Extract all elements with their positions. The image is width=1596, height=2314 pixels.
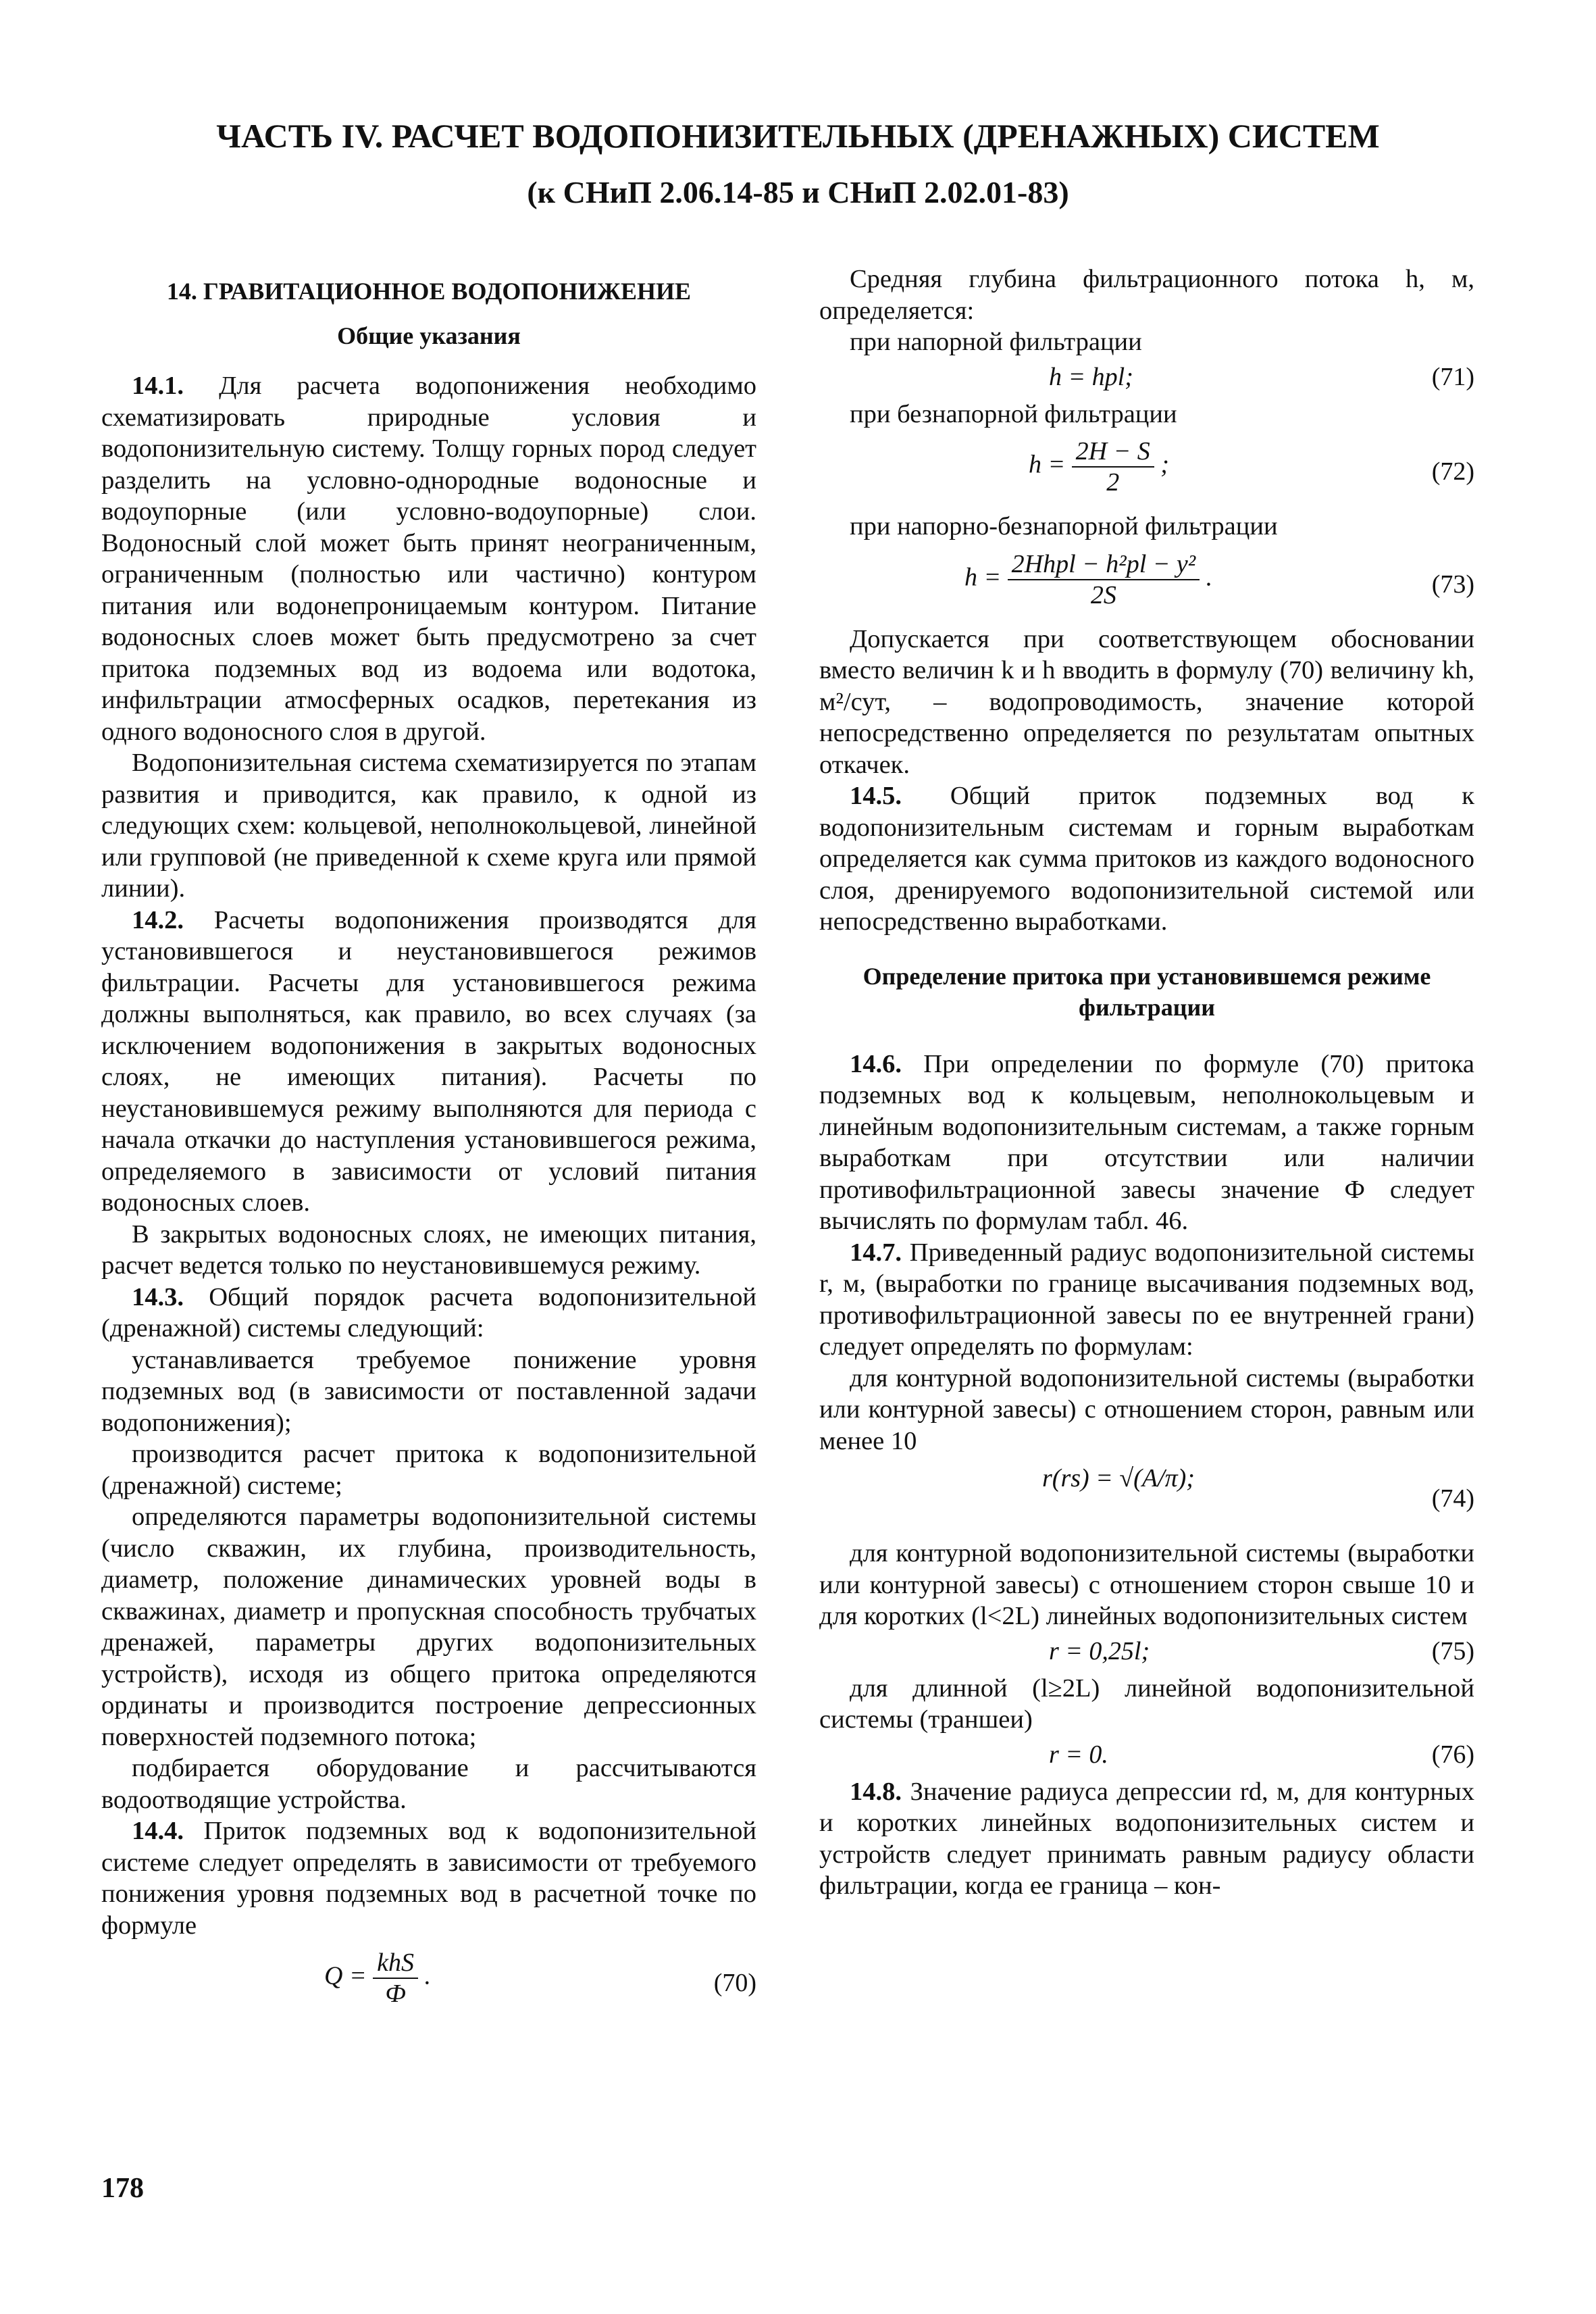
paragraph-14-5 (819, 780, 1474, 938)
formula-tail: . (1206, 563, 1213, 592)
fraction-denominator: Ф (385, 1980, 406, 2008)
part-subtitle: (к СНиП 2.06.14-85 и СНиП 2.02.01-83) (527, 175, 1069, 209)
list-item: производится расчет притока к водопонизительной (дренажной) системе; (101, 1440, 756, 1500)
fraction-numerator: 2Hhpl − h²pl − y² (1008, 549, 1200, 580)
paragraph-14-6 (819, 1049, 1474, 1237)
paragraph-text: Для расчета водопонижения необходимо схематизировать природные условия и водопонизительную систему. Толщу горных пород следует разделить на условно-однородные водоносные и водоупорные (или условно-водоупорные) слои. Водоносный слой может быть принят неограниченным, ограниченным (полностью или частично) контуром питания или водонепроницаемым контуром. Питание водоносных слоев может быть предусмотрено за счет притока подземных вод из водоема или водотока, инфильтрации атмосферных осадков, перетекания из одного водоносного слоя в другой. (101, 372, 756, 746)
clause-number: 14.1. (132, 372, 184, 400)
formula-number: (71) (1431, 362, 1474, 391)
paragraph: для контурной водопонизительной системы (выработки или контурной завесы) с отношением сторон, равным или менее 10 (819, 1363, 1474, 1455)
section-title: 14. ГРАВИТАЦИОННОЕ ВОДОПОНИЖЕНИЕ (166, 278, 692, 305)
paragraph: Допускается при соответствующем обосновании вместо величин k и h вводить в формулу (70) величину kh, м²/сут, – водопроводимость, значение которой непосредственно определяется по результатам опытных откачек. (819, 624, 1474, 779)
formula-tail: . (424, 1961, 431, 1990)
formula-lhs: Q = (324, 1961, 367, 1990)
list-item: устанавливается требуемое понижение уровня подземных вод (в зависимости от поставленной задачи водопонижения); (101, 1345, 756, 1437)
formula-number: (70) (713, 1969, 756, 1997)
paragraph-14-4 (101, 1815, 756, 1941)
list-item: подбирается оборудование и рассчитываются водоотводящие устройства. (101, 1754, 756, 1814)
part-title: ЧАСТЬ IV. РАСЧЕТ ВОДОПОНИЗИТЕЛЬНЫХ (ДРЕНАЖНЫХ) СИСТЕМ (216, 117, 1380, 155)
fraction (1072, 436, 1154, 497)
fraction-numerator: 2H − S (1072, 436, 1154, 468)
formula-number: (75) (1431, 1636, 1474, 1665)
paragraph-14-3 (101, 1282, 756, 1344)
fraction-denominator: 2S (1090, 580, 1116, 609)
clause-number: 14.3. (132, 1282, 184, 1311)
clause-number: 14.5. (850, 782, 902, 810)
clause-number: 14.6. (850, 1049, 902, 1078)
page-number: 178 (101, 2173, 144, 2204)
paragraph: при безнапорной фильтрации (850, 399, 1177, 428)
paragraph-14-1 (101, 370, 756, 747)
subsection-title: Определение притока при установившемся режиме фильтрации (863, 962, 1431, 1021)
formula-body: r(rs) = √(A/π); (1042, 1464, 1195, 1492)
subsection-title: Общие указания (337, 322, 521, 349)
paragraph: для контурной водопонизительной системы (выработки или контурной завесы) с отношением сторон свыше 10 и для коротких (l<2L) линейных водопонизительных систем (819, 1539, 1474, 1630)
paragraph-text: Значение радиуса депрессии rd, м, для контурных и коротких линейных водопонизительных систем и устройств следует принимать равным радиусу области фильтрации, когда ее граница – кон- (819, 1777, 1475, 1900)
formula-71 (819, 358, 1474, 399)
paragraph-text: Приведенный радиус водопонизительной системы r, м, (выработки по границе высачивания подземных вод, противофильтрационной завесы по ее внутренней грани) следует определять по формулам: (819, 1238, 1474, 1361)
paragraph-text: Общий порядок расчета водопонизительной (дренажной) системы следующий: (101, 1282, 756, 1342)
fraction (1008, 549, 1200, 610)
paragraph: Водопонизительная система схематизируется по этапам развития и приводится, как правило, к одной из следующих схем: кольцевой, неполнокольцевой, линейной или групповой (не приведенной к схеме круга или прямой линии). (101, 749, 756, 903)
formula-70 (101, 1941, 756, 2022)
paragraph-text: При определении по формуле (70) притока подземных вод к кольцевым, неполнокольцевым и линейным водопонизительным системам, а также горным выработкам при отсутствии или наличии противофильтрационной завесы значение Ф следует вычислять по формулам табл. 46. (819, 1049, 1474, 1235)
paragraph-text: Расчеты водопонижения производятся для установившегося и неустановившегося режимов фильтрации. Расчеты для установившегося режима должны выполняться, как правило, во всех случаях (за исключением водопонижения в закрытых водоносных слоях, не имеющих питания). Расчеты по неустановившемуся режиму выполняются для периода с начала откачки до наступления установившегося режима, определяемого в зависимости от условий питания водоносных слоев. (101, 905, 756, 1217)
fraction-numerator: khS (373, 1948, 418, 1979)
list-item: определяются параметры водопонизительной системы (число скважин, их глубина, производительность, диаметр, положение динамических уровней воды в скважинах, диаметр и пропускная способность трубчатых дренажей, параметры других водопонизительных устройств), исходя из общего притока определяются ординаты и производится построение депрессионных поверхностей подземного потока; (101, 1503, 756, 1751)
formula-72 (819, 430, 1474, 511)
formula-tail: ; (1160, 450, 1169, 479)
paragraph-14-2 (101, 905, 756, 1219)
formula-74 (819, 1457, 1474, 1538)
clause-number: 14.4. (132, 1817, 184, 1845)
paragraph-text: Общий приток подземных вод к водопонизительным системам и горным выработкам определяется как сумма притоков из каждого водоносного слоя, дренируемого водопонизительной системой или непосредственно выработками. (819, 782, 1475, 936)
formula-body: r = 0,25l; (1049, 1636, 1150, 1665)
paragraph: при напорно-безнапорной фильтрации (850, 512, 1278, 540)
paragraph-14-7 (819, 1237, 1474, 1363)
formula-body: h = hpl; (1049, 362, 1133, 391)
clause-number: 14.8. (850, 1777, 902, 1806)
formula-73 (819, 543, 1474, 624)
paragraph-text: Приток подземных вод к водопонизительной системе следует определять в зависимости от требуемого понижения уровня подземных вод в расчетной точке по формуле (101, 1817, 757, 1940)
fraction-denominator: 2 (1106, 468, 1120, 497)
formula-75 (819, 1632, 1474, 1673)
formula-number: (74) (1431, 1484, 1474, 1513)
right-column (819, 263, 1474, 1902)
formula-76 (819, 1736, 1474, 1776)
paragraph: Средняя глубина фильтрационного потока h, м, определяется: (819, 265, 1474, 325)
left-column (101, 263, 756, 2022)
formula-number: (76) (1431, 1740, 1474, 1769)
paragraph: для длинной (l≥2L) линейной водопонизительной системы (траншеи) (819, 1674, 1474, 1734)
formula-lhs: h = (964, 563, 1002, 592)
formula-number: (73) (1431, 570, 1474, 599)
clause-number: 14.7. (850, 1238, 902, 1267)
formula-body: r = 0. (1049, 1740, 1108, 1769)
formula-lhs: h = (1029, 450, 1066, 479)
paragraph-14-8 (819, 1776, 1474, 1902)
paragraph: В закрытых водоносных слоях, не имеющих питания, расчет ведется только по неустановившемуся режиму. (101, 1219, 756, 1280)
formula-number: (72) (1431, 457, 1474, 486)
clause-number: 14.2. (132, 905, 184, 934)
paragraph: при напорной фильтрации (850, 328, 1142, 356)
fraction (373, 1948, 418, 2009)
